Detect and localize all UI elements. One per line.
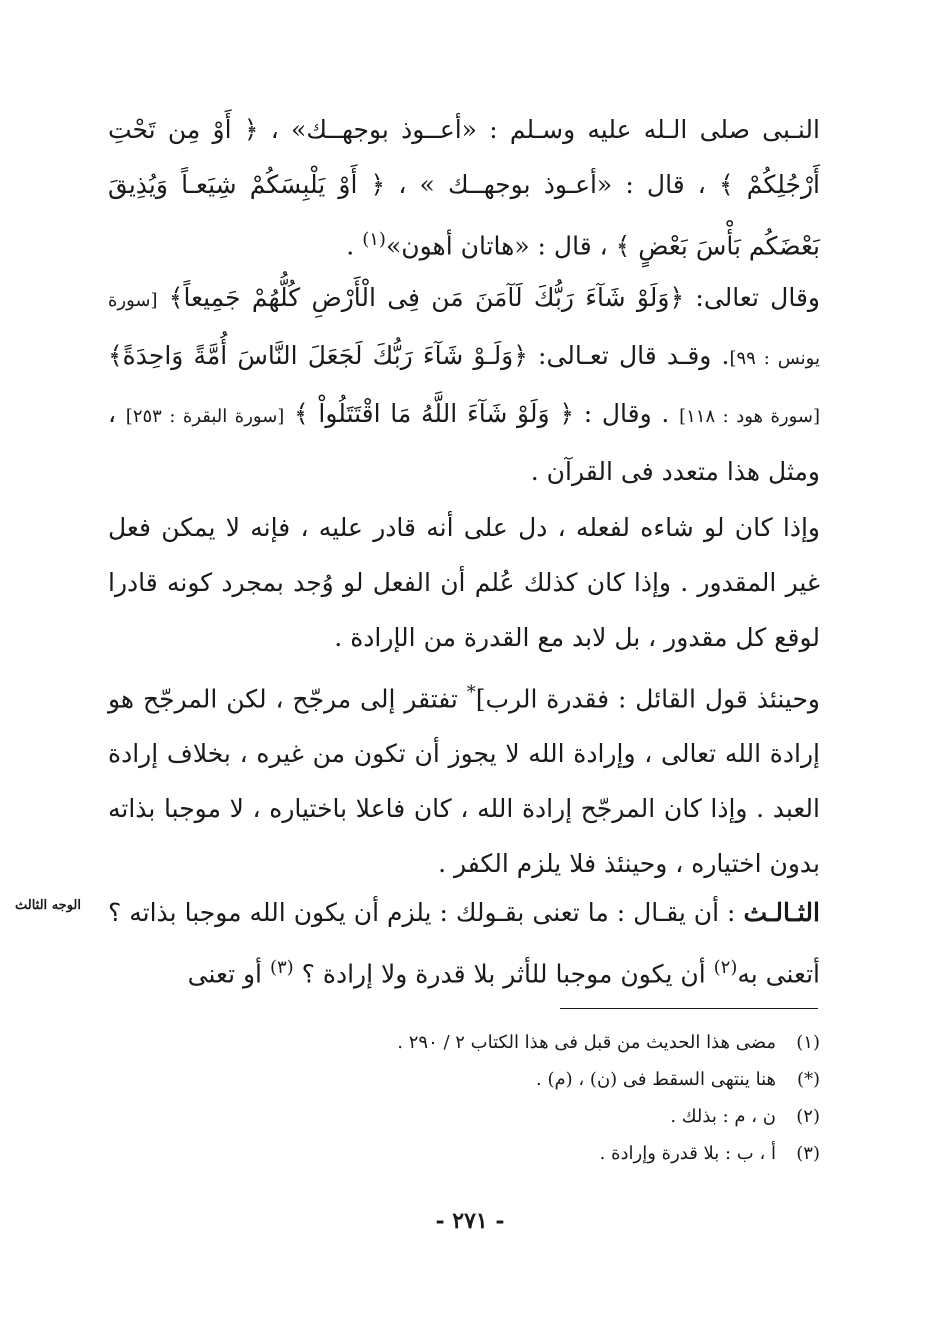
footnote-star — [360, 1061, 820, 1098]
paragraph-1 — [108, 102, 820, 273]
paragraph-3-text: وإذا كان لو شاءه لفعله ، دل على أنه قادر عليه ، فإنه لا يمكن فعل غير المقدور . وإذا كان كذلك عُلم أن الفعل لو وُجد بمجرد كونه قادرا لوقع كل مقدور ، بل لابد مع القدرة من الإرادة . — [108, 513, 820, 652]
margin-note: الوجه الثالث — [14, 898, 81, 913]
footnote-ref-3: (٣) — [269, 957, 294, 978]
paragraph-2-text-d: ، ومثل هذا متعدد فى القرآن . — [108, 399, 820, 486]
surah-ref-yunus: [سورة يونس : ٩٩] — [108, 290, 820, 369]
footnote-ref-2: (٢) — [713, 957, 738, 978]
paragraph-2 — [108, 270, 820, 499]
paragraph-4 — [108, 665, 820, 891]
page-number: - ٢٧١ - — [435, 1208, 505, 1234]
paragraph-4-text-a: وحينئذ قول القائل : فقدرة الرب] — [475, 684, 820, 714]
footnote-ref-star: * — [466, 682, 476, 703]
paragraph-5-text-a: : أن يقـال : ما تعنى بقـولك : يلزم أن يكون الله موجبا بذاته ؟ أتعنى به — [108, 898, 820, 989]
footnote-1 — [360, 1024, 820, 1061]
footnote-1-mark: (١) — [796, 1032, 820, 1053]
paragraph-2-text-a: وقال تعالى: ﴿وَلَوْ شَآءَ رَبُّكَ لَآمَنَ مَن فِى الْأَرْضِ كُلُّهُمْ جَمِيعاً﴾ — [157, 283, 820, 312]
footnote-divider — [560, 1008, 818, 1009]
footnote-3-text: أ ، ب : بلا قدرة وإرادة . — [599, 1143, 776, 1164]
paragraph-1-end: . — [346, 231, 363, 261]
paragraph-5-heading: الثـالـث — [743, 898, 820, 927]
paragraph-1-text: النـبى صلى الـله عليه وسـلم : «أعــوذ بوجهــك» ، ﴿ أَوْ مِن تَحْتِ أَرْجُلِكُمْ ﴾ ، قال : «أعـوذ بوجهــك » ، ﴿ أَوْ يَلْبِسَكُمْ شِيَعـاً وَيُذِيقَ بَعْضَكُم بَأْسَ بَعْضٍ ﴾ ، قال : «هاتان أهون» — [108, 115, 820, 261]
footnote-2 — [360, 1098, 820, 1135]
paragraph-2-text-b: . وقـد قال تعـالى: ﴿وَلَـوْ شَآءَ رَبُّكَ لَجَعَلَ النَّاسَ أُمَّةً وَاحِدَةً﴾ — [108, 341, 730, 370]
footnote-star-mark: (*) — [796, 1069, 820, 1090]
paragraph-5-text-b: أن يكون موجبا للأثر بلا قدرة ولا إرادة ؟ — [293, 959, 714, 989]
footnote-1-text: مضى هذا الحديث من قبل فى هذا الكتاب ٢ / ٢٩٠ . — [397, 1032, 776, 1053]
paragraph-4-text-b: تفتقر إلى مرجّح ، لكن المرجّح هو إرادة الله تعالى ، وإرادة الله لا يجوز أن تكون من غيره ، بخلاف إرادة العبد . وإذا كان المرجّح إرادة الله ، كان فاعلا باختياره ، لا موجبا بذاته بدون اختياره ، وحينئذ فلا يلزم الكفر . — [108, 684, 820, 879]
paragraph-5-text-c: أو تعنى — [187, 959, 270, 989]
paragraph-5 — [108, 885, 820, 1001]
footnote-2-mark: (٢) — [796, 1106, 820, 1127]
surah-ref-baqara: [سورة البقرة : ٢٥٣] — [125, 406, 285, 427]
paragraph-2-text-c: . وقال : ﴿ وَلَوْ شَآءَ اللَّهُ مَا اقْتَتَلُواْ ﴾ — [284, 399, 680, 428]
surah-ref-hud: [سورة هود : ١١٨] — [679, 406, 821, 427]
footnotes — [360, 1024, 820, 1172]
footnote-2-text: ن ، م : بذلك . — [670, 1106, 776, 1127]
paragraph-3 — [108, 500, 820, 665]
footnote-star-text: هنا ينتهى السقط فى (ن) ، (م) . — [536, 1069, 776, 1090]
footnote-3-mark: (٣) — [796, 1143, 820, 1164]
footnote-3 — [360, 1135, 820, 1172]
footnote-ref-1: (١) — [362, 229, 386, 250]
